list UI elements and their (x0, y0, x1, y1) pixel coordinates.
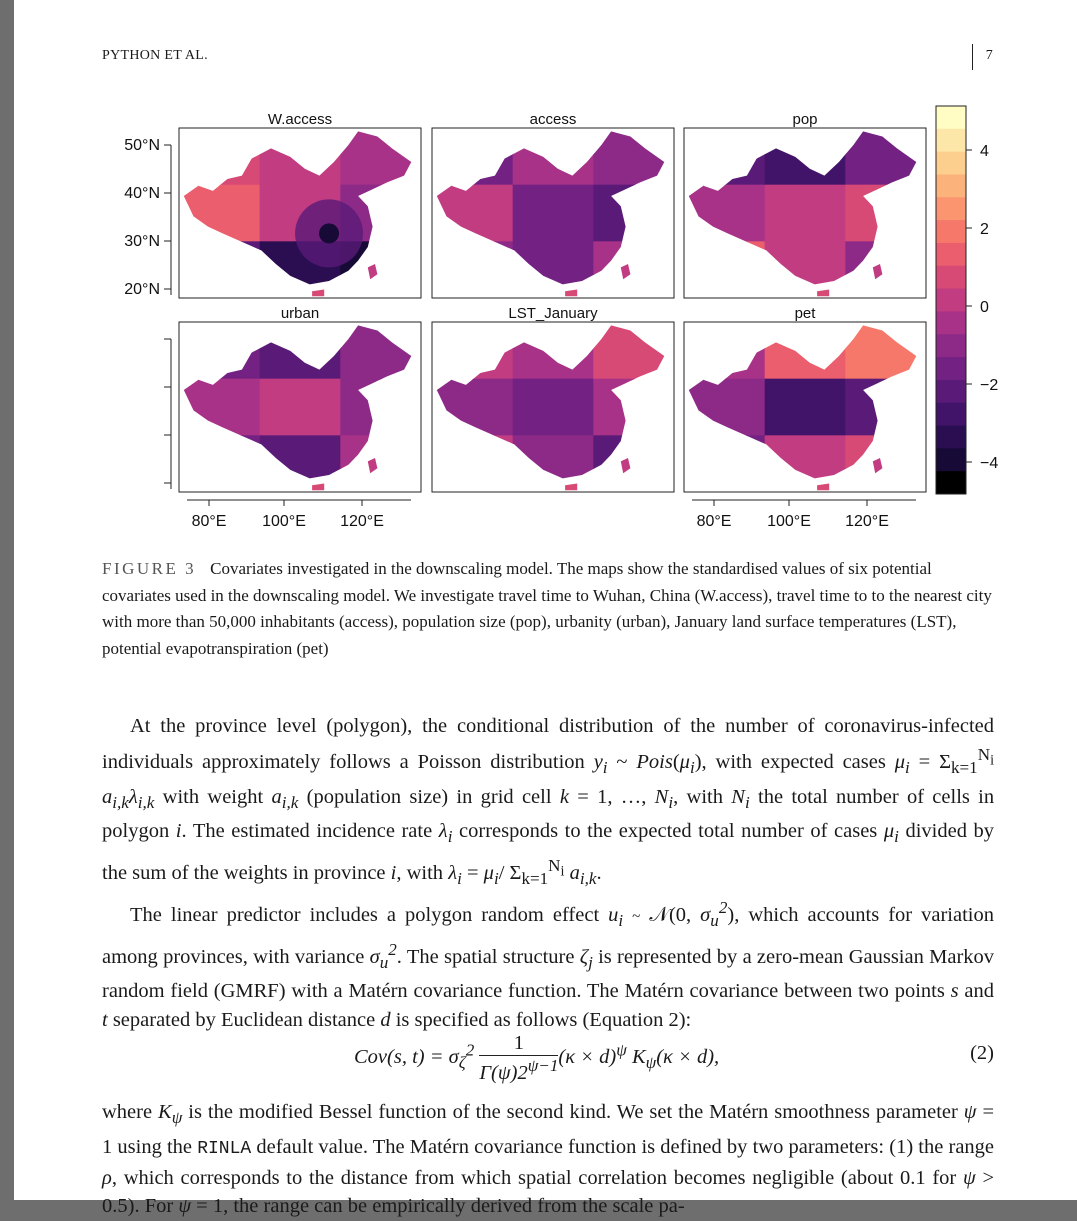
figure-caption (102, 556, 994, 662)
panel-title: urban (280, 305, 320, 322)
y-tick-label: 40°N (124, 185, 160, 202)
equation-2 (102, 1020, 994, 1090)
colorbar-swatch (936, 311, 966, 334)
colorbar-tick-label: 4 (980, 143, 989, 160)
colorbar-swatch (936, 220, 966, 243)
colorbar-swatch (936, 152, 966, 175)
panel-title: pop (792, 111, 818, 128)
matern-covariance-formula: Cov(s, $t) = \sigma_\zeta^2$ $\frac{1}{\Gamma(\psi)2^{\psi-1}}$ $(\kappa \times d)^\psi$ $K_\psi(\kappa \times d)$, (354, 1032, 720, 1084)
caption-text: Covariates investigated in the downscaling model. The maps show the standardised values of six potential covariates used in the downscaling model. We investigate travel time to Wuhan, China (W.access), travel time to to the nearest city with more than 50,000 inhabitants (access), population size (pop), urbanity (urban), January land surface temperatures (LST), potential evapotranspiration (pet) (102, 559, 992, 658)
panel-title: W.access (267, 111, 333, 128)
colorbar-swatch (936, 380, 966, 403)
colorbar-swatch (936, 448, 966, 471)
header-divider (972, 44, 973, 70)
panel-title: pet (794, 305, 816, 322)
colorbar-swatch (936, 357, 966, 380)
colorbar-swatch (936, 266, 966, 289)
colorbar-swatch (936, 106, 966, 129)
colorbar-swatch (936, 289, 966, 312)
panel-title: access (529, 111, 577, 128)
colorbar-swatch (936, 334, 966, 357)
figure-label: FIGURE 3 (102, 559, 197, 578)
colorbar-swatch (936, 403, 966, 426)
panel-title: LST_January (508, 305, 598, 322)
header-authors: PYTHON ET AL. (102, 48, 208, 63)
colorbar-tick-label: 2 (980, 221, 989, 238)
colorbar-swatch (936, 197, 966, 220)
x-tick-label: 80°E (696, 513, 732, 530)
document-page (14, 0, 1077, 1218)
colorbar-swatch (936, 243, 966, 266)
colorbar-tick-label: 0 (980, 299, 989, 316)
colorbar-swatch (936, 426, 966, 449)
y-tick-label: 50°N (124, 137, 160, 154)
page-number: 7 (985, 48, 993, 63)
running-header (102, 48, 993, 70)
figure-3 (104, 102, 999, 542)
colorbar-swatch (936, 471, 966, 494)
paragraph-linear-predictor: The linear predictor includes a polygon random effect $u_i$ ~ 𝒩(0, $\sigma_u^2$), which accounts for variation among provinces, with variance $\sigma_u^2$. The spatial structure $\zeta_j$ is represented by a zero-mean Gaussian Markov random field (GMRF) with a Matérn covariance function. The Matérn covariance between two points s and t separated by Euclidean distance d is specified as follows (Equation 2): (102, 898, 995, 1032)
x-tick-label: 80°E (191, 513, 227, 530)
equation-number: (2) (970, 1042, 994, 1064)
colorbar-tick-label: −2 (980, 377, 999, 394)
body-paragraphs (102, 712, 994, 1035)
y-tick-label: 30°N (124, 233, 160, 250)
paragraph-poisson: At the province level (polygon), the conditional distribution of the number of coronavirus-infected individuals approximately follows a Poisson distribution $y_i$ ~ $Pois(\mu_i)$, with expected cases $\mu_i = \Sigma_{k=1}^{N_i}$ $a_{i,k}\lambda_{i,k}$ with weight $a_{i,k}$ (population size) in grid cell k = 1, …, $N_i$, with $N_i$ the total number of cells in polygon i. The estimated incidence rate $\lambda_i$ corresponds to the expected total number of cases $\mu_i$ divided by the sum of the weights in province i, with $\lambda_i = \mu_i/$ $\Sigma_{k=1}^{N_i}$ $a_{i,k}$. (102, 715, 995, 889)
x-tick-label: 120°E (340, 513, 384, 530)
x-tick-label: 120°E (845, 513, 889, 530)
colorbar-swatch (936, 174, 966, 197)
covariate-maps-figure (104, 102, 999, 542)
x-tick-label: 100°E (767, 513, 811, 530)
colorbar-swatch (936, 129, 966, 152)
x-tick-label: 100°E (262, 513, 306, 530)
paragraph-bessel: where $K_\psi$ is the modified Bessel function of the second kind. We set the Matérn smoothness parameter ψ = 1 using the RINLA default value. The Matérn covariance function is defined by two parameters: (1) the range ρ, which corresponds to the distance from which spatial correlation becomes negligible (about 0.1 for ψ > 0.5). For ψ = 1, the range can be empirically derived from the scale pa- (102, 1101, 995, 1218)
y-tick-label: 20°N (124, 281, 160, 298)
colorbar-tick-label: −4 (980, 455, 999, 472)
